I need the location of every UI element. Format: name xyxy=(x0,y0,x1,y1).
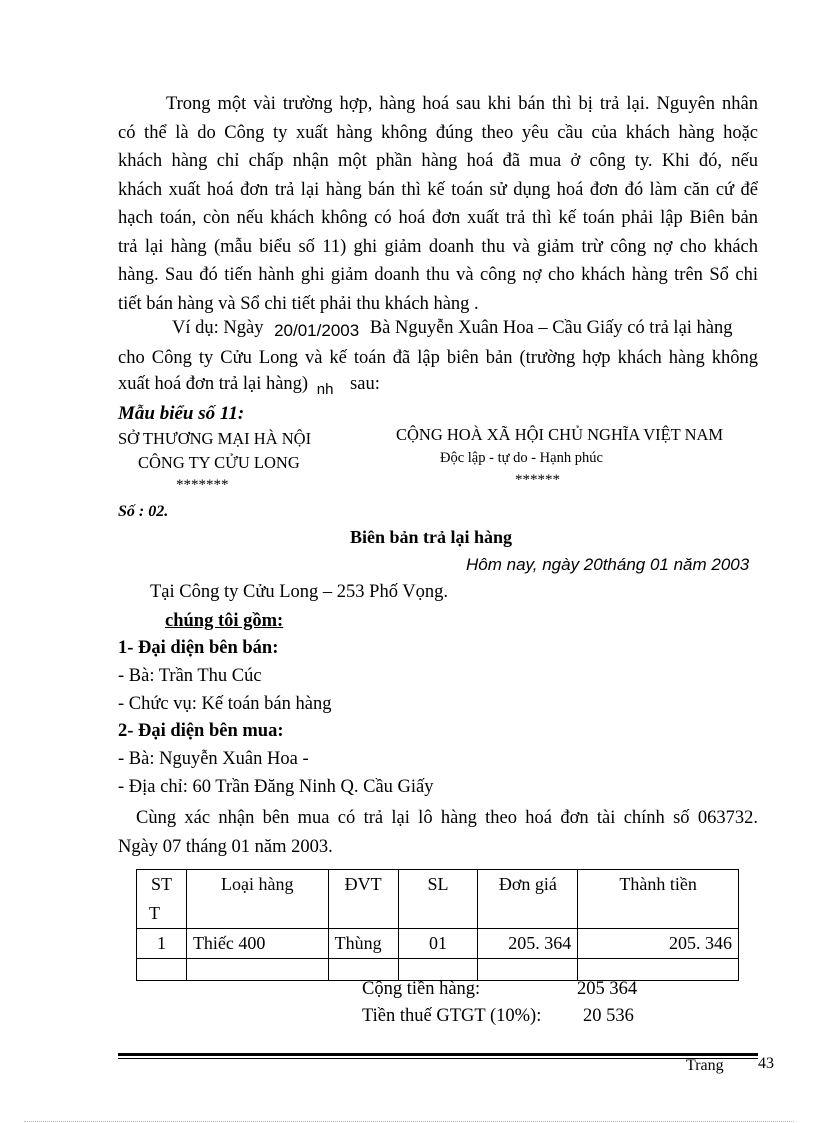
footer-rule-thick xyxy=(118,1053,758,1056)
example-line-1 xyxy=(172,318,733,339)
header-stt-part2: T xyxy=(149,903,160,923)
confirm-line-2: Ngày 07 tháng 01 năm 2003. xyxy=(118,836,333,857)
cell-qty: 01 xyxy=(398,929,478,959)
returned-goods-table xyxy=(136,869,739,981)
left-org-2: CÔNG TY CỬU LONG xyxy=(138,453,300,472)
example-line-3 xyxy=(118,374,380,398)
date-line: Hôm nay, ngày 20tháng 01 năm 2003 xyxy=(466,555,750,574)
table-header-row xyxy=(137,870,739,929)
intro-line: tiết bán hàng và Sổ chi tiết phải thu khách hàng . xyxy=(118,293,479,314)
header-stt xyxy=(137,870,187,929)
header-qty: SL xyxy=(398,870,478,929)
intro-line: hàng. Sau đó tiến hành ghi giảm doanh thu và công nợ cho khách hàng trên Sổ chi xyxy=(118,265,758,285)
doc-number: Số : 02. xyxy=(118,503,169,520)
confirm-paragraph xyxy=(118,804,758,861)
cell-amount: 205. 346 xyxy=(578,929,739,959)
cell-item: Thiếc 400 xyxy=(186,929,328,959)
form-label: Mẫu biểu số 11: xyxy=(118,403,245,424)
doc-title: Biên bản trả lại hàng xyxy=(350,527,513,547)
empty-cell xyxy=(578,959,739,981)
goods-total-label: Cộng tiền hàng: xyxy=(362,979,481,999)
cell-unit: Thùng xyxy=(328,929,398,959)
empty-cell xyxy=(398,959,478,981)
place-line: Tại Công ty Cửu Long – 253 Phố Vọng. xyxy=(150,582,448,602)
intro-line: có thể là do Công ty xuất hàng không đúng theo yêu cầu của khách hàng hoặc xyxy=(118,122,758,143)
buyer-address: - Địa chỉ: 60 Trần Đăng Ninh Q. Cầu Giấy xyxy=(118,777,434,797)
example-continuation xyxy=(118,344,758,373)
intro-line: Trong một vài trường hợp, hàng hoá sau khi bán thì bị trả lại. Nguyên nhân xyxy=(166,94,758,114)
empty-cell xyxy=(137,959,187,981)
intro-line: trả lại hàng (mẫu biểu số 11) ghi giảm doanh thu và giảm trừ công nợ cho khách xyxy=(118,236,758,257)
example-date: 20/01/2003 xyxy=(274,321,360,340)
intro-paragraph xyxy=(118,90,758,318)
intro-line: khách xuất hoá đơn trả lại hàng bán thì kế toán sử dụng hoá đơn đó làm căn cứ để xyxy=(118,179,758,200)
example-line-3b: nh xyxy=(316,381,334,398)
example-line-2: cho Công ty Cửu Long và kế toán đã lập biên bản (trường hợp khách hàng không xyxy=(118,348,758,368)
footer-page-number: 43 xyxy=(758,1055,774,1072)
buyer-name: - Bà: Nguyễn Xuân Hoa - xyxy=(118,749,309,769)
table-row-empty xyxy=(137,959,739,981)
example-suffix: Bà Nguyễn Xuân Hoa – Cầu Giấy có trả lại hàng xyxy=(369,318,733,338)
left-org-1: SỞ THƯƠNG MẠI HÀ NỘI xyxy=(118,429,312,448)
footer-rule-thin xyxy=(118,1058,758,1059)
header-item: Loại hàng xyxy=(186,870,328,929)
empty-cell xyxy=(186,959,328,981)
empty-cell xyxy=(478,959,578,981)
right-title: CỘNG HOÀ XÃ HỘI CHỦ NGHĨA VIỆT NAM xyxy=(396,425,724,444)
seller-heading: 1- Đại diện bên bán: xyxy=(118,638,279,658)
seller-name: - Bà: Trần Thu Cúc xyxy=(118,666,262,686)
header-amount: Thành tiền xyxy=(578,870,739,929)
cell-price: 205. 364 xyxy=(478,929,578,959)
confirm-line-1: Cùng xác nhận bên mua có trả lại lô hàng theo hoá đơn tài chính số 063732. xyxy=(136,808,758,828)
cell-stt: 1 xyxy=(137,929,187,959)
empty-cell xyxy=(328,959,398,981)
example-line-3a: xuất hoá đơn trả lại hàng) xyxy=(118,374,309,394)
header-price: Đơn giá xyxy=(478,870,578,929)
vat-label: Tiền thuế GTGT (10%): xyxy=(362,1006,542,1026)
vat-value: 20 536 xyxy=(583,1006,634,1026)
we-are-line: chúng tôi gồm: xyxy=(165,611,284,631)
table-row xyxy=(137,929,739,959)
page-edge-dotted xyxy=(24,1121,794,1122)
buyer-heading: 2- Đại diện bên mua: xyxy=(118,721,284,741)
intro-line: khách hàng chỉ chấp nhận một phần hàng hoá đã mua ở công ty. Khi đó, nếu xyxy=(118,151,758,171)
left-stars: ******* xyxy=(176,477,229,493)
footer-page-label: Trang xyxy=(686,1057,724,1074)
example-prefix: Ví dụ: Ngày xyxy=(172,318,264,338)
right-motto: Độc lập - tự do - Hạnh phúc xyxy=(440,450,603,466)
example-line-3c: sau: xyxy=(350,374,380,394)
seller-position: - Chức vụ: Kế toán bán hàng xyxy=(118,694,332,714)
header-stt-part1: ST xyxy=(150,874,172,894)
header-unit: ĐVT xyxy=(328,870,398,929)
goods-total-value: 205 364 xyxy=(577,979,638,999)
intro-line: hạch toán, còn nếu khách không có hoá đơn xuất trả thì kế toán phải lập Biên bản xyxy=(118,208,758,228)
right-stars: ****** xyxy=(515,472,560,488)
